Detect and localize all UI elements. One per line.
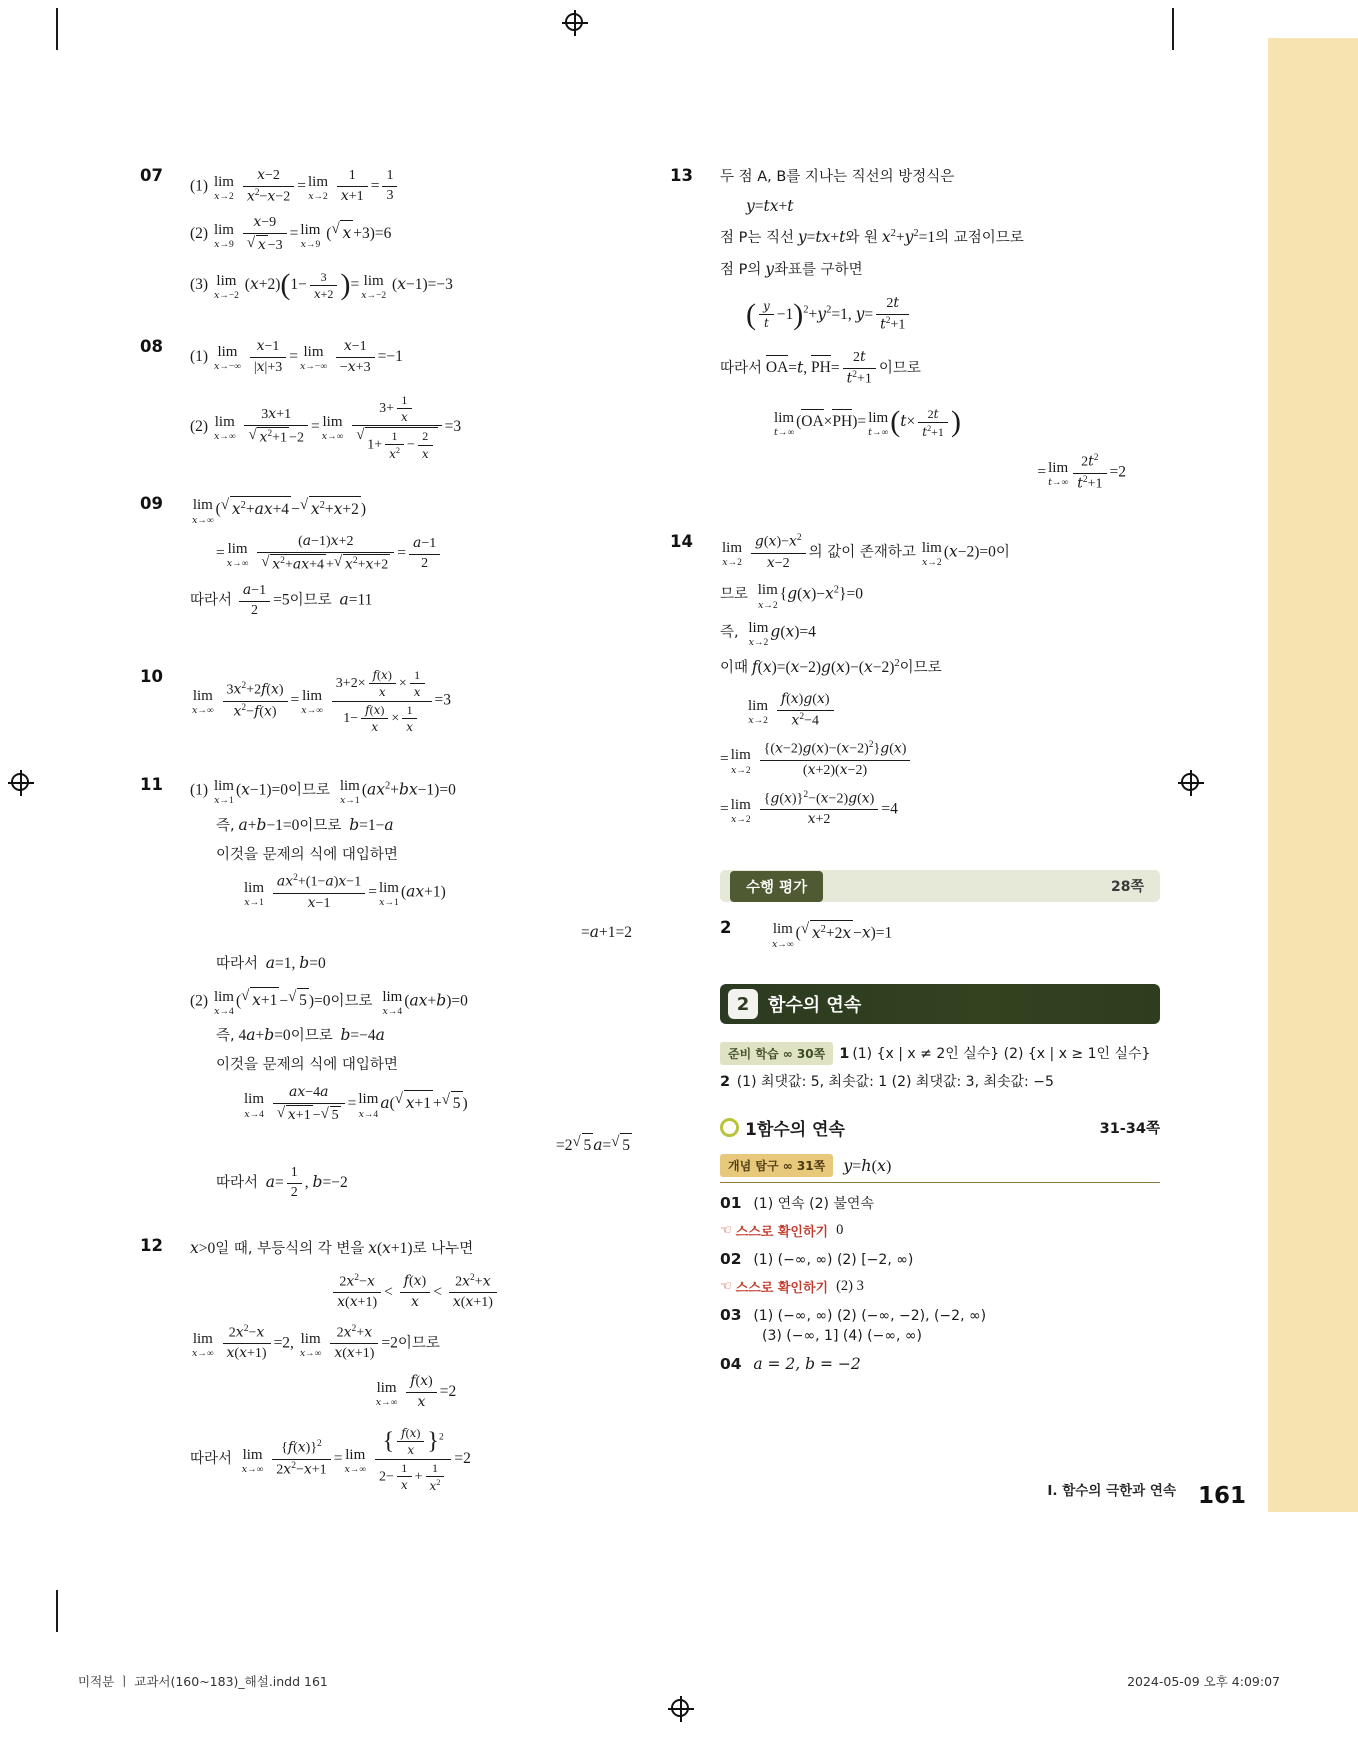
item-number: 13 — [670, 166, 693, 185]
left-column — [140, 160, 640, 1510]
crop-mark-top-right — [1172, 8, 1174, 50]
footer-chapter: Ⅰ. 함수의 극한과 연속 — [1047, 1483, 1176, 1499]
answer-row-01 — [720, 1193, 1160, 1213]
prep-block — [720, 1042, 1160, 1091]
registration-mark-left — [8, 770, 34, 796]
self-check-tag — [720, 1277, 828, 1296]
answer-text: (3) (−∞, 1] (4) (−∞, ∞) — [762, 1328, 923, 1345]
performance-item-2 — [720, 918, 1160, 950]
answer-number: 03 — [720, 1306, 742, 1325]
registration-mark-bottom — [668, 1696, 694, 1722]
prep-q-number: 1 — [839, 1046, 850, 1063]
link-icon: ∞ — [782, 1159, 793, 1174]
performance-page: 28쪽 — [1110, 879, 1144, 896]
self-check-label: 스스로 확인하기 — [735, 1281, 829, 1297]
self-check-row-2 — [720, 1277, 1160, 1296]
page-accent-band — [1268, 38, 1358, 1512]
item-number: 11 — [140, 774, 163, 794]
self-check-answer: (2) 3 — [836, 1278, 864, 1295]
item-body: (1) lim x→1 (x−1)=0이므로 lim x→1 $(ax^2+bx-1)=0$ 즉, a+b−1=0이므로 b=1−a 이것을 문제의 식에 대입하면 lim x→1 $\frac{ax^2+(1-a)x-1}{x-1}$ = lim x→1 (ax+1) =a+1=2 따라서 a=1, b=0 (2) lim x→4 ( √ x+1 − √ 5 )=0이므로 lim x→4 (ax+b)=0 즉, 4a+b=0이므로 b=−4a 이것을 문제의 식에 대입하면 lim x→4 ax−4a √ x+1 − √ 5 = lim x→4 a( √ x+1 + √ 5 ) =2 √ 5 a= √ 5 따라서 a= $\frac{1}{2}$ , b=−2 — [190, 775, 640, 1203]
section-title: 함수의 연속 — [768, 995, 862, 1017]
prep-tag — [720, 1042, 833, 1065]
solution-item-12 — [140, 1236, 640, 1493]
concept-tag-label: 개념 탐구 — [728, 1159, 779, 1174]
self-check-label: 스스로 확인하기 — [735, 1225, 829, 1241]
link-icon: ∞ — [782, 1047, 793, 1062]
answer-text: (1) (−∞, ∞) (2) (−∞, −2), (−2, ∞) — [753, 1308, 987, 1325]
item-body: x>0일 때, 부등식의 각 변을 x(x+1)로 나누면 $\frac{2x^2-x}{x(x+1)}$ < $\frac{f(x)}{x}$ < $\frac{2x^2+x}{x(x+1)}$ lim x→∞ $\frac{2x^2-x}{x(x+1)}$ =2, lim x→∞ $\frac{2x^2+x}{x(x+1)}$ =2이므로 lim x→∞ $\frac{f(x)}{x}$ =2 따라서 lim x→∞ $\frac{\{f(x)\}^2}{2x^2-x+1}$ = lim x→∞ { $\frac{f(x)}{x}$ }$^2$ 2− $\frac{1}{x}$ + $\frac{1}{x^2}$ =2 — [190, 1236, 640, 1493]
performance-assessment-block — [720, 870, 1160, 950]
item-body: (1) lim x→−∞ $\frac{x-1}{|x|+3}$ = lim x→−∞ $\frac{x-1}{-x+3}$ =−1 (2) lim x→∞ 3x+1 √ $x^2+1 -2$ = lim x→∞ 3+ $\frac{1}{x}$ √ 1+ $\frac{1}{x^2}$ − $\frac{2}{x}$ =3 — [190, 337, 640, 463]
item-body: lim x→2 $\frac{g(x)-x^2}{x-2}$ 의 값이 존재하고 lim x→2 (x−2)=0이 므로 lim x→2 $\{g(x)-x^2\}=0$ 즉, lim x→2 g(x)=4 이때 $f(x)=(x-2)g(x)-(x-2)^2$이므로 lim x→2 $\frac{f(x)g(x)}{x^2-4}$ = lim x→2 $\frac{\{(x-2)g(x)-(x-2)^2\}g(x)}{(x+2)(x-2)}$ = lim x→2 $\frac{\{g(x)\}^2-(x-2)g(x)}{x+2}$ =4 — [720, 533, 1010, 828]
item-number: 14 — [670, 532, 693, 552]
self-check-row-1 — [720, 1221, 1160, 1240]
right-column — [670, 160, 1160, 1374]
item-body: 두 점 A, B를 지나는 직선의 방정식은 y=tx+t 점 P는 직선 y=tx+t와 원 $x^2+y^2=1$의 교점이므로 점 P의 y좌표를 구하면 ( $\frac{y}{t}$ $-1)^2+y^2=1$, y= $\frac{2t}{t^2+1}$ 따라서 OA=t, PH= $\frac{2t}{t^2+1}$ 이므로 lim t→∞ (OA×PH)= lim t→∞ (t× $\frac{2t}{t^2+1}$ ) = lim t→∞ $\frac{2t^2}{t^2+1}$ =2 — [720, 169, 1126, 492]
item-number: 09 — [140, 494, 163, 514]
answer-number: 02 — [720, 1250, 742, 1269]
crop-mark-top-left — [56, 8, 58, 50]
answer-number: 01 — [720, 1194, 742, 1213]
performance-bar — [720, 870, 1160, 902]
solution-item-14 — [670, 532, 1160, 830]
prep-q-text: (1) 최댓값: 5, 최솟값: 1 (2) 최댓값: 3, 최솟값: −5 — [736, 1074, 1054, 1091]
item-number: 07 — [140, 166, 163, 185]
item-number: 12 — [140, 1236, 163, 1256]
solution-item-09 — [140, 494, 640, 621]
subsection-pages: 31-34쪽 — [1099, 1121, 1160, 1138]
solution-item-10 — [140, 667, 640, 735]
self-check-tag — [720, 1221, 828, 1240]
prep-tag-label: 준비 학습 — [728, 1047, 779, 1062]
concept-formula: y=h(x) — [843, 1155, 892, 1175]
solution-item-13 — [670, 166, 1160, 494]
crop-mark-bottom-left — [56, 1590, 58, 1632]
answer-row-02 — [720, 1250, 1160, 1269]
answer-text: (1) (−∞, ∞) (2) [−2, ∞) — [753, 1252, 914, 1269]
registration-mark-right — [1178, 770, 1204, 796]
subsection-header — [720, 1115, 1160, 1140]
hand-pointer-icon: ☜ — [720, 1279, 732, 1295]
item-body: (1) lim x→2 $\frac{x-2}{x^2-x-2}$ = lim x→2 $\frac{1}{x+1}$ = $\frac{1}{3}$ (2) lim x→9 x−9 √ x −3 = lim x→9 ( √ x +3)=6 (3) lim x→−2 (x+2)(1− $\frac{3}{x+2}$ )= lim x→−2 (x−1)=−3 — [190, 166, 640, 309]
solution-item-07 — [140, 166, 640, 309]
answer-row-04 — [720, 1355, 1160, 1374]
section-header-bar — [720, 984, 1160, 1024]
item-number: 10 — [140, 667, 163, 687]
prep-row-1 — [720, 1042, 1160, 1065]
subsection-title: 1함수의 연속 — [745, 1120, 845, 1141]
concept-row — [720, 1154, 1160, 1183]
print-datestamp: 2024-05-09 오후 4:09:07 — [1127, 1674, 1280, 1689]
answer-text: (1) 연속 (2) 불연속 — [753, 1196, 874, 1213]
prep-q-text: (1) {x | x ≠ 2인 실수} (2) {x | x ≥ 1인 실수} — [852, 1046, 1151, 1063]
self-check-answer: 0 — [836, 1222, 844, 1239]
answer-row-03-cont — [720, 1328, 1160, 1345]
prep-q-number: 2 — [720, 1074, 731, 1091]
item-number: 08 — [140, 336, 163, 356]
item-body: lim x→∞ ( √ $x^2+ax+4$ − √ $x^2+x+2$ ) = lim x→∞ (a−1)x+2 √ $x^2+ax+4$ + √ $x^2+x+2$ = $\frac{a-1}{2}$ 따라서 $\frac{a-1}{2}$ =5이므로 a=11 — [190, 494, 640, 621]
prep-tag-page: 30쪽 — [796, 1047, 826, 1062]
item-body: lim x→∞ $\frac{3x^2+2f(x)}{x^2-f(x)}$ = lim x→∞ 3+2× $\frac{f(x)}{x}$ × $\frac{1}{x}$ 1− $\frac{f(x)}{x}$ × $\frac{1}{x}$ =3 — [192, 668, 452, 734]
answer-text: a = 2, b = −2 — [753, 1355, 861, 1374]
item-number: 2 — [720, 918, 732, 938]
answer-row-03 — [720, 1306, 1160, 1325]
circle-bullet-icon — [720, 1118, 739, 1137]
solution-item-11 — [140, 774, 640, 1203]
footer-page-number: 161 — [1197, 1483, 1246, 1509]
section-number: 2 — [728, 989, 758, 1019]
registration-mark-top — [562, 10, 588, 36]
prep-row-2 — [720, 1071, 1160, 1091]
concept-tag-page: 31쪽 — [796, 1159, 826, 1174]
answer-number: 04 — [720, 1355, 742, 1374]
item-body: lim x→∞ ( √ $x^2+2x -x)=1$ — [770, 918, 1160, 950]
concept-tag — [720, 1154, 833, 1177]
print-imprint: 미적분 ㅣ 교과서(160~183)_해설.indd 161 — [78, 1674, 328, 1689]
performance-label: 수행 평가 — [730, 871, 823, 902]
solution-item-08 — [140, 336, 640, 463]
hand-pointer-icon: ☜ — [720, 1223, 732, 1239]
